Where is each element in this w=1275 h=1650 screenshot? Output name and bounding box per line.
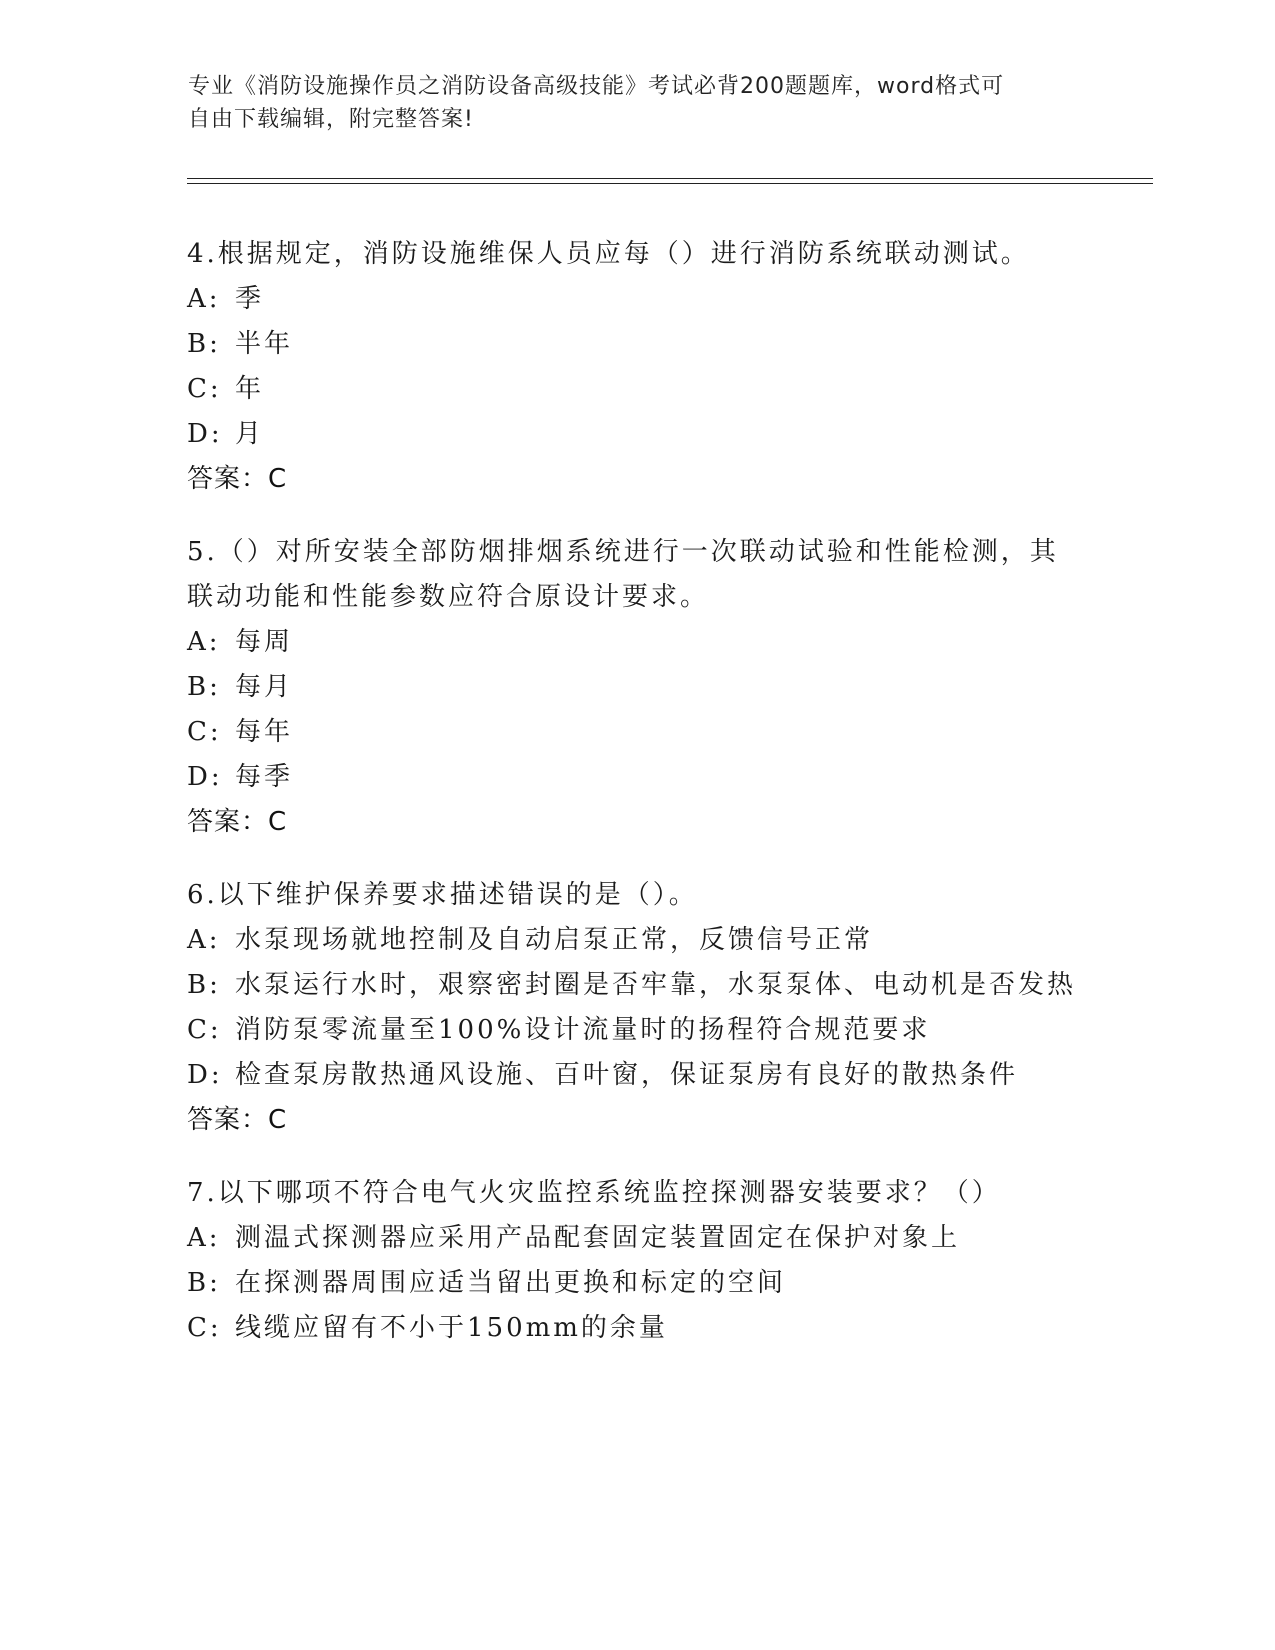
- option-text: 每周: [235, 627, 294, 657]
- option-letter: C:: [187, 717, 222, 747]
- option-d: [187, 1053, 1087, 1098]
- question-6: [187, 873, 1087, 1143]
- option-b: [187, 1261, 1087, 1306]
- option-text: 消防泵零流量至100%设计流量时的扬程符合规范要求: [235, 1015, 931, 1045]
- option-a: [187, 277, 1087, 322]
- option-text: 季: [235, 284, 265, 314]
- option-text: 在探测器周围应适当留出更换和标定的空间: [235, 1268, 787, 1298]
- option-letter: A:: [187, 284, 221, 314]
- header-divider-bottom: [187, 183, 1153, 184]
- option-letter: B:: [187, 329, 221, 359]
- option-text: 线缆应留有不小于150mm的余量: [235, 1313, 668, 1343]
- question-5: [187, 530, 1087, 845]
- question-list: [187, 232, 1087, 1379]
- option-text: 年: [235, 374, 265, 404]
- option-text: 每季: [235, 762, 294, 792]
- option-letter: C:: [187, 1313, 222, 1343]
- option-b: [187, 665, 1087, 710]
- header-divider-top: [187, 178, 1153, 179]
- option-letter: C:: [187, 1015, 222, 1045]
- option-letter: A:: [187, 925, 221, 955]
- option-text: 半年: [235, 329, 294, 359]
- header-line-1: 专业《消防设施操作员之消防设备高级技能》考试必背200题题库，word格式可: [188, 74, 1005, 99]
- option-b: [187, 963, 1087, 1008]
- question-stem-line: 5.（）对所安装全部防烟排烟系统进行一次联动试验和性能检测，其: [187, 537, 1059, 567]
- option-c: [187, 1008, 1087, 1053]
- option-letter: C:: [187, 374, 222, 404]
- option-a: [187, 918, 1087, 963]
- option-d: [187, 755, 1087, 800]
- question-stem-line: 联动功能和性能参数应符合原设计要求。: [187, 582, 710, 612]
- document-header: [188, 70, 1068, 136]
- option-letter: D:: [187, 1060, 223, 1090]
- option-d: [187, 412, 1087, 457]
- option-letter: B:: [187, 1268, 221, 1298]
- question-stem-line: 7.以下哪项不符合电气火灾监控系统监控探测器安装要求？（）: [187, 1178, 1001, 1208]
- option-a: [187, 620, 1087, 665]
- option-a: [187, 1216, 1087, 1261]
- option-letter: B:: [187, 672, 221, 702]
- option-text: 检查泵房散热通风设施、百叶窗，保证泵房有良好的散热条件: [235, 1060, 1019, 1090]
- option-text: 测温式探测器应采用产品配套固定装置固定在保护对象上: [235, 1223, 961, 1253]
- question-7: [187, 1171, 1087, 1351]
- question-4: [187, 232, 1087, 502]
- option-text: 水泵现场就地控制及自动启泵正常，反馈信号正常: [235, 925, 874, 955]
- answer: 答案：C: [187, 1105, 288, 1135]
- option-c: [187, 1306, 1087, 1351]
- question-stem-line: 4.根据规定，消防设施维保人员应每（）进行消防系统联动测试。: [187, 239, 1030, 269]
- option-letter: B:: [187, 970, 221, 1000]
- question-stem: [187, 873, 1087, 918]
- question-stem: [187, 1171, 1087, 1216]
- answer: 答案：C: [187, 464, 288, 494]
- header-line-2: 自由下载编辑，附完整答案!: [188, 107, 474, 132]
- option-letter: D:: [187, 762, 223, 792]
- option-text: 每月: [235, 672, 294, 702]
- question-stem-line: 6.以下维护保养要求描述错误的是（）。: [187, 880, 698, 910]
- option-c: [187, 367, 1087, 412]
- question-stem: [187, 530, 1087, 620]
- option-letter: A:: [187, 1223, 221, 1253]
- option-text: 每年: [235, 717, 294, 747]
- option-text: 月: [235, 419, 265, 449]
- option-letter: D:: [187, 419, 223, 449]
- answer: 答案：C: [187, 807, 288, 837]
- option-c: [187, 710, 1087, 755]
- option-letter: A:: [187, 627, 221, 657]
- question-stem: [187, 232, 1087, 277]
- option-text: 水泵运行水时，艰察密封圈是否牢靠，水泵泵体、电动机是否发热: [235, 970, 1077, 1000]
- option-b: [187, 322, 1087, 367]
